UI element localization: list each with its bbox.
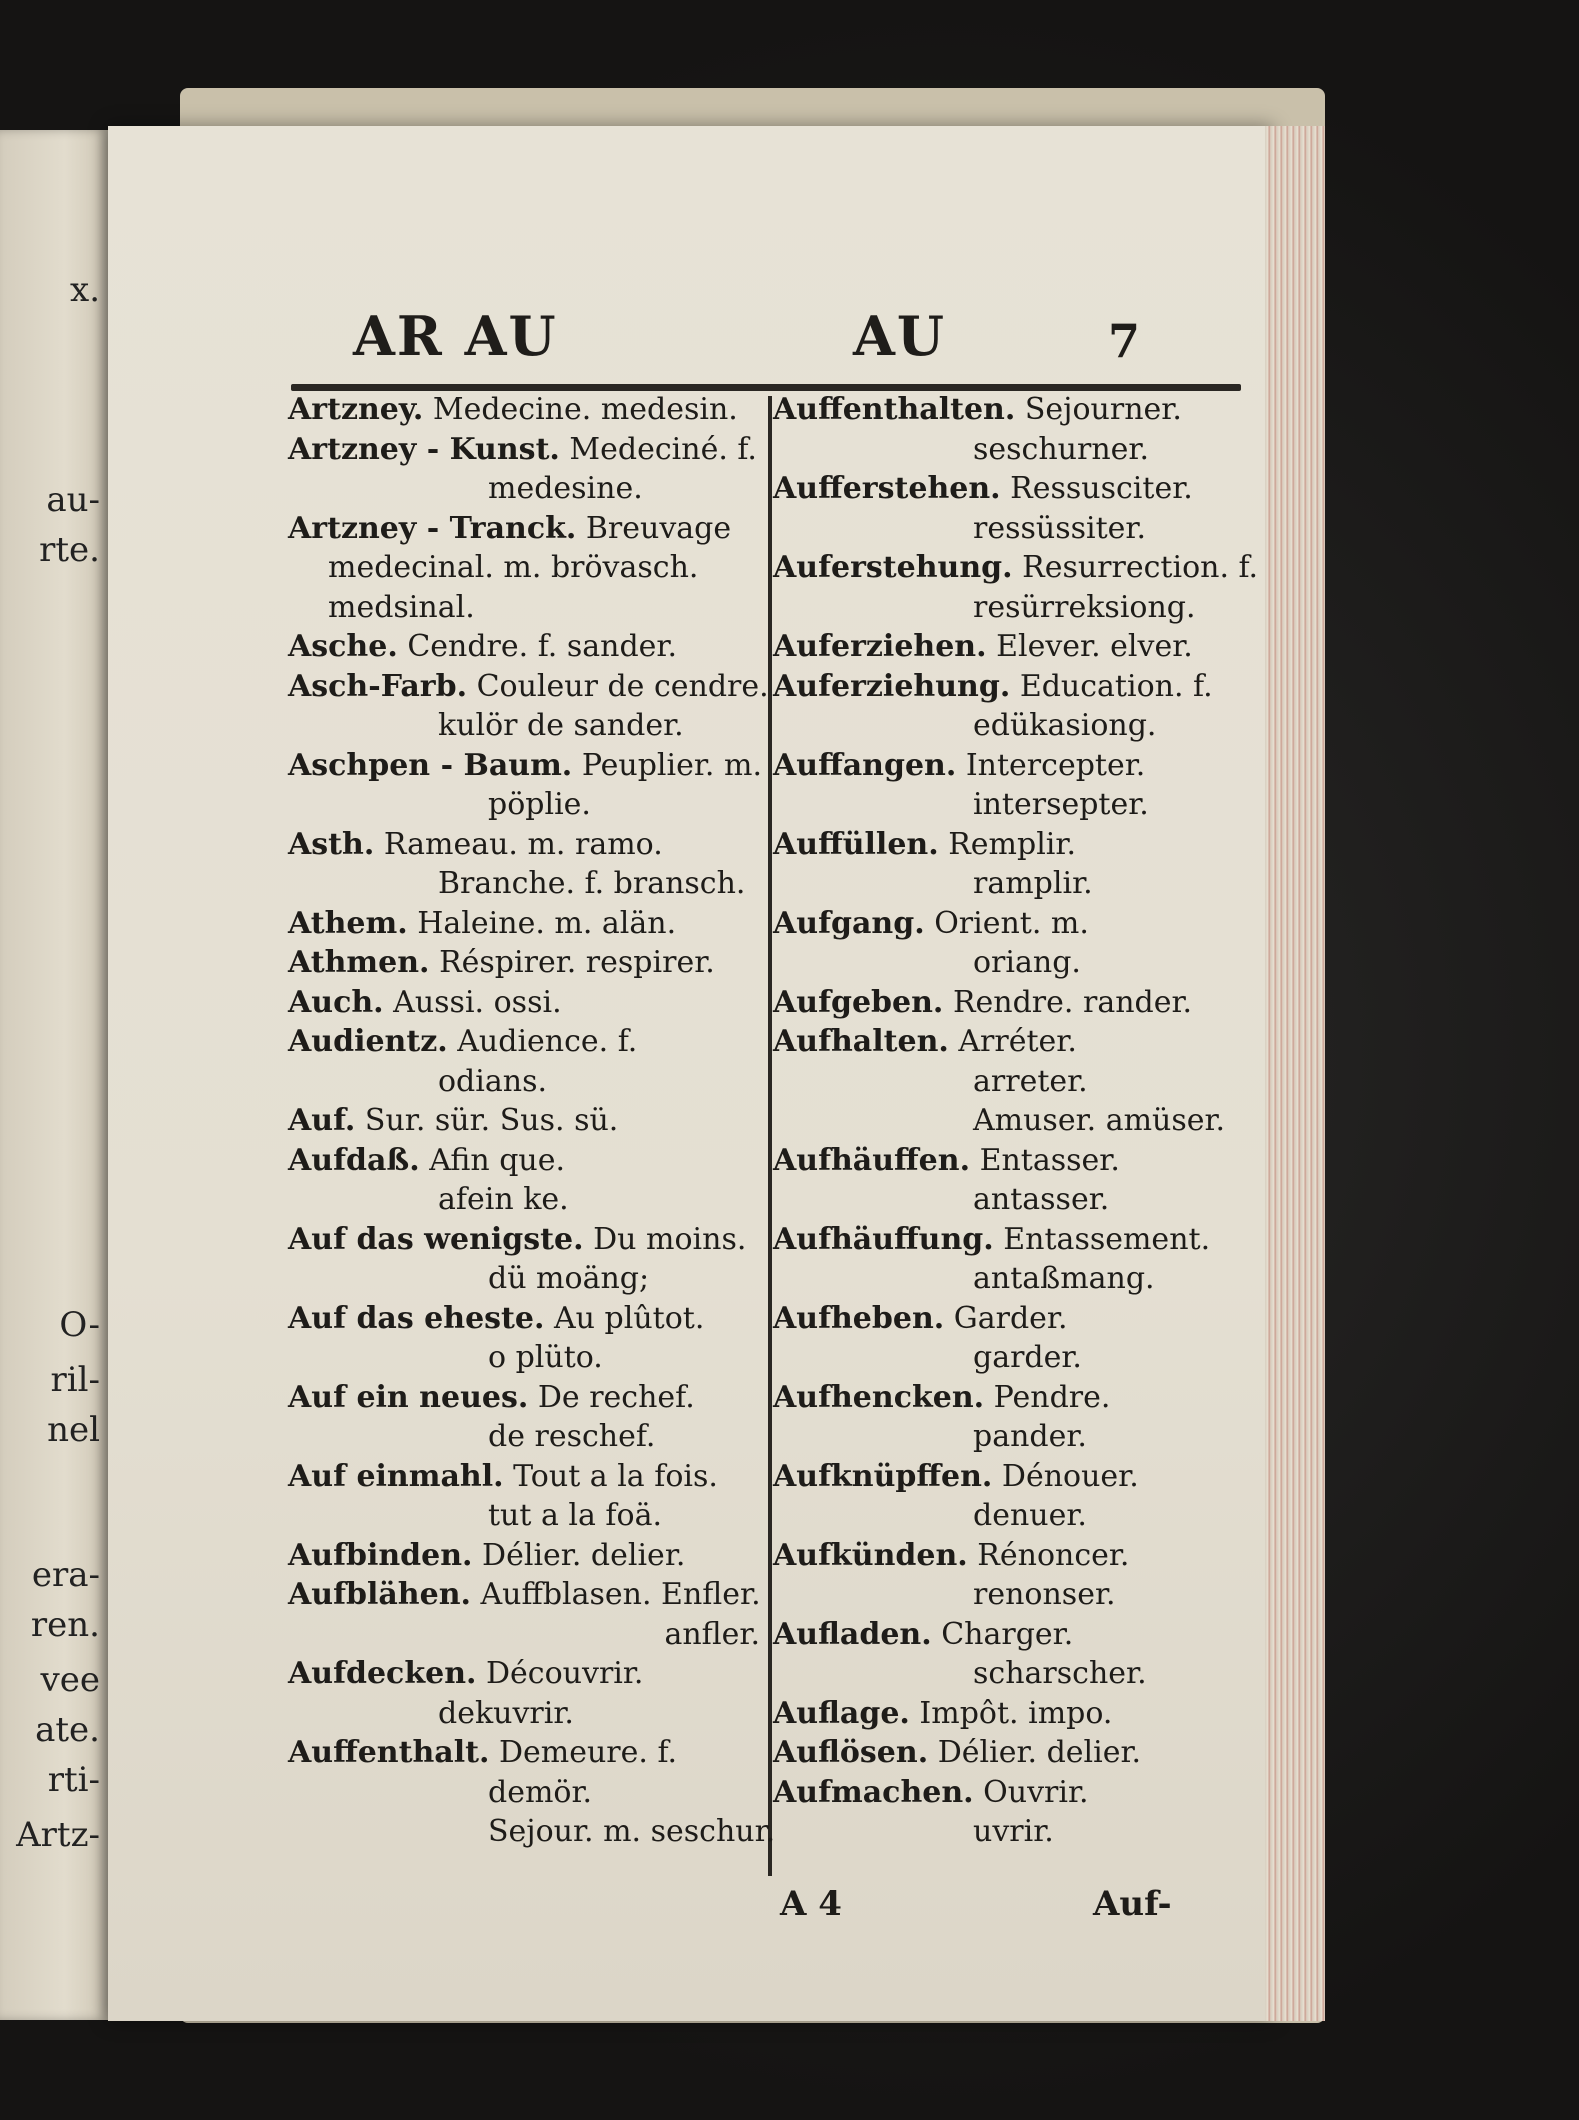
headword: Auf das eheste. [288, 1300, 545, 1336]
headword: Aufknüpffen. [773, 1458, 993, 1494]
headword: Auch. [288, 984, 384, 1020]
headword: Aufbinden. [288, 1537, 473, 1573]
headword: Auffangen. [773, 747, 957, 783]
translation: anfler. [664, 1616, 760, 1652]
translation: Cendre. f. sander. [407, 629, 677, 664]
entry-line [773, 983, 1273, 1023]
translation: Entassement. [1003, 1221, 1211, 1257]
dictionary-entry [773, 1457, 1273, 1536]
dictionary-entry [288, 1733, 776, 1852]
entry-line [288, 1733, 766, 1773]
translation: Rendre. rander. [952, 984, 1193, 1020]
headword: Aufgang. [773, 905, 925, 941]
entry-line [773, 1694, 1273, 1734]
dictionary-entry [288, 1022, 766, 1101]
dictionary-entry [288, 1378, 766, 1457]
entry-line [288, 1417, 766, 1457]
dictionary-entry [288, 1654, 766, 1733]
headword: Athmen. [288, 945, 430, 980]
entry-line [773, 1259, 1273, 1299]
entry-line [773, 1536, 1273, 1576]
entry-line [288, 1299, 766, 1339]
headword: Aschpen - Baum. [288, 747, 573, 783]
translation: edükasiong. [973, 708, 1157, 743]
translation: Couleur de cendre. [476, 668, 769, 704]
translation: medecinal. m. brövasch. [328, 550, 699, 585]
dictionary-entry [773, 1378, 1273, 1457]
headword: Auferstehung. [773, 550, 1013, 585]
left-page-fragment: x. [70, 270, 100, 310]
headword: Asch-Farb. [288, 668, 468, 704]
entry-line [288, 746, 766, 786]
left-page-fragment: O- [59, 1305, 100, 1345]
dictionary-entry [773, 627, 1273, 667]
translation: dekuvrir. [438, 1695, 574, 1731]
entry-line [773, 1062, 1273, 1102]
headword: Auf ein neues. [288, 1379, 529, 1415]
translation: Afin que. [429, 1142, 566, 1178]
entry-line [288, 548, 766, 588]
dictionary-entry [773, 1299, 1273, 1378]
signature-mark: A 4 [780, 1884, 842, 1924]
translation: Branche. f. bransch. [438, 866, 746, 901]
entry-line [288, 904, 766, 944]
entry-line [773, 1220, 1273, 1260]
translation: Sejourner. [1024, 392, 1182, 427]
entry-line [773, 864, 1273, 904]
left-page-fragment: era- [31, 1555, 100, 1595]
translation: Medeciné. f. [569, 431, 757, 467]
translation: renonser. [973, 1577, 1116, 1612]
translation: Pendre. [993, 1379, 1111, 1415]
headword: Auffenthalt. [288, 1735, 490, 1770]
entry-line [773, 667, 1273, 707]
translation: Rameau. m. ramo. [383, 826, 663, 862]
entry-line [288, 825, 766, 865]
translation: medesine. [488, 471, 643, 506]
translation: dü moäng; [488, 1261, 650, 1296]
headword: Asche. [288, 629, 398, 664]
entry-line [288, 1259, 766, 1299]
entry-line [773, 1496, 1273, 1536]
dictionary-entry [288, 1220, 766, 1299]
translation: Medecine. medesin. [432, 392, 738, 427]
entry-line [288, 1457, 766, 1497]
entry-line [288, 1378, 766, 1418]
entry-line [773, 1773, 1273, 1813]
translation: Amuser. amüser. [973, 1103, 1226, 1138]
entry-line [773, 1141, 1273, 1181]
entry-line [288, 785, 766, 825]
dictionary-entry [288, 983, 766, 1023]
dictionary-entry [288, 1141, 766, 1220]
dictionary-entry [288, 667, 769, 746]
translation: oriang. [973, 945, 1081, 980]
entry-line [288, 1220, 766, 1260]
entry-line [773, 1022, 1273, 1062]
entry-line [288, 1812, 776, 1852]
entry-line [288, 667, 769, 707]
translation: Intercepter. [965, 747, 1146, 783]
entry-line [288, 430, 766, 470]
entry-line [288, 1022, 766, 1062]
translation: Délier. delier. [937, 1735, 1142, 1770]
dictionary-entry [288, 746, 766, 825]
translation: Remplir. [948, 826, 1076, 862]
dictionary-entry [288, 509, 766, 628]
header-left: AR AU [353, 304, 558, 368]
headword: Auflösen. [773, 1735, 929, 1770]
headword: Aufblähen. [288, 1577, 471, 1612]
entry-line [773, 430, 1273, 470]
entry-line [773, 904, 1273, 944]
entry-line [288, 509, 766, 549]
dictionary-entry [288, 1536, 766, 1576]
headword: Auferziehung. [773, 668, 1011, 704]
headword: Aufhäuffung. [773, 1221, 994, 1257]
translation: uvrir. [973, 1814, 1054, 1849]
entry-line [773, 627, 1273, 667]
column-divider [768, 396, 772, 1876]
dictionary-entry [773, 1220, 1273, 1299]
translation: Du moins. [593, 1221, 747, 1257]
translation: intersepter. [973, 787, 1149, 822]
translation: Arréter. [958, 1024, 1077, 1059]
headword: Auffüllen. [773, 826, 939, 862]
translation: Orient. m. [934, 905, 1089, 941]
entry-line [773, 1299, 1273, 1339]
translation: tut a la foä. [488, 1498, 662, 1533]
translation: odians. [438, 1063, 547, 1099]
translation: pander. [973, 1419, 1087, 1454]
headword: Auf das wenigste. [288, 1221, 584, 1257]
translation: Ouvrir. [983, 1774, 1089, 1810]
entry-line [288, 983, 766, 1023]
headword: Athem. [288, 905, 408, 941]
page-fore-edge [1265, 126, 1325, 2021]
entry-line [773, 1417, 1273, 1457]
dictionary-entry [773, 667, 1273, 746]
translation: Peuplier. m. [581, 747, 762, 783]
translation: Education. f. [1019, 668, 1213, 704]
headword: Aufheben. [773, 1300, 945, 1336]
headword: Aufhalten. [773, 1024, 949, 1059]
dictionary-entry [288, 904, 766, 944]
translation: Garder. [953, 1300, 1068, 1336]
translation: kulör de sander. [438, 708, 684, 743]
headword: Aufdecken. [288, 1656, 477, 1691]
translation: Breuvage [585, 510, 732, 546]
headword: Aufgeben. [773, 984, 944, 1020]
dictionary-entry [288, 1457, 766, 1536]
entry-line [773, 1654, 1273, 1694]
translation: arreter. [973, 1063, 1088, 1099]
entry-line [773, 825, 1273, 865]
translation: seschurner. [973, 431, 1149, 467]
dictionary-entry [773, 469, 1273, 548]
left-page-fragment: Artz- [16, 1815, 100, 1855]
entry-line [773, 1378, 1273, 1418]
translation: Demeure. f. [498, 1735, 678, 1770]
entry-line [773, 1733, 1273, 1773]
entry-line [288, 1773, 766, 1813]
translation: Resurrection. f. [1022, 550, 1259, 585]
translation: Charger. [941, 1616, 1074, 1652]
entry-line [288, 1575, 766, 1615]
dictionary-entry [773, 746, 1273, 825]
headword: Aufladen. [773, 1616, 932, 1652]
entry-line [773, 1812, 1273, 1852]
dictionary-entry [773, 1773, 1273, 1852]
dictionary-entry [288, 825, 766, 904]
translation: ressüssiter. [973, 510, 1146, 546]
dictionary-entry [288, 943, 766, 983]
dictionary-entry [773, 1694, 1273, 1734]
headword: Artzney - Kunst. [288, 431, 560, 467]
translation: Impôt. impo. [919, 1695, 1113, 1731]
translation: Haleine. m. alän. [417, 905, 677, 941]
left-page-fragment: au- [46, 480, 100, 520]
entry-line [773, 1101, 1273, 1141]
translation: Délier. delier. [482, 1537, 686, 1573]
entry-line [773, 746, 1273, 786]
translation: Réspirer. respirer. [439, 945, 715, 980]
dictionary-entry [288, 1575, 766, 1654]
entry-line [773, 1457, 1273, 1497]
headword: Auffenthalten. [773, 392, 1016, 427]
dictionary-page [108, 126, 1273, 2021]
translation: resürreksiong. [973, 589, 1196, 625]
translation: Sur. sür. Sus. sü. [364, 1103, 619, 1138]
page-number: 7 [1108, 314, 1143, 368]
translation: de reschef. [488, 1419, 656, 1454]
entry-line [773, 1575, 1273, 1615]
translation: Elever. elver. [996, 629, 1193, 664]
left-page-fragment: vee [40, 1660, 100, 1700]
entry-line [288, 1615, 766, 1655]
catchword: Auf- [1093, 1884, 1172, 1924]
translation: scharscher. [973, 1656, 1147, 1691]
translation: afein ke. [438, 1182, 569, 1217]
headword: Auflage. [773, 1695, 910, 1731]
header-center: AU [853, 304, 946, 368]
entry-line [288, 1062, 766, 1102]
entry-line [288, 1180, 766, 1220]
dictionary-entry [773, 1733, 1273, 1773]
translation: Dénouer. [1001, 1458, 1139, 1494]
left-page-fragment: ril- [50, 1360, 100, 1400]
dictionary-entry [288, 1299, 766, 1378]
headword: Artzney. [288, 392, 424, 427]
left-page-fragment: ate. [35, 1710, 100, 1750]
entry-line [288, 627, 766, 667]
headword: Aufkünden. [773, 1537, 968, 1573]
dictionary-entry [288, 430, 766, 509]
translation: denuer. [973, 1498, 1087, 1533]
translation: medsinal. [328, 589, 475, 625]
headword: Artzney - Tranck. [288, 510, 577, 546]
dictionary-entry [288, 1101, 766, 1141]
entry-line [288, 1654, 766, 1694]
left-page-fragment: ren. [30, 1605, 100, 1645]
translation: pöplie. [488, 787, 591, 822]
headword: Aufmachen. [773, 1774, 974, 1810]
entry-line [288, 1536, 766, 1576]
entry-line [773, 785, 1273, 825]
headword: Aufferstehen. [773, 471, 1001, 506]
entry-line [773, 1180, 1273, 1220]
left-page-fragment: nel [47, 1410, 100, 1450]
translation: Audience. f. [457, 1024, 638, 1059]
entry-line [773, 1338, 1273, 1378]
dictionary-entry [288, 627, 766, 667]
translation: Au plûtot. [554, 1300, 705, 1336]
headword: Asth. [288, 826, 375, 862]
entry-line [773, 943, 1273, 983]
translation: Rénoncer. [977, 1537, 1130, 1573]
dictionary-entry [773, 1022, 1273, 1141]
dictionary-entry [773, 983, 1273, 1023]
dictionary-entry [773, 1141, 1273, 1220]
headword: Auf einmahl. [288, 1458, 504, 1494]
dictionary-entry [773, 390, 1273, 469]
translation: o plüto. [488, 1340, 603, 1375]
entry-line [773, 1615, 1273, 1655]
translation: demör. [488, 1774, 593, 1810]
entry-line [288, 943, 766, 983]
entry-line [773, 548, 1273, 588]
translation: garder. [973, 1340, 1082, 1375]
entry-line [773, 390, 1273, 430]
translation: Sejour. m. seschur. [488, 1814, 776, 1849]
headword: Audientz. [288, 1024, 448, 1059]
entry-line [288, 1141, 766, 1181]
headword: Aufhencken. [773, 1379, 985, 1415]
translation: Auffblasen. Enfler. [480, 1577, 761, 1612]
dictionary-entry [773, 1615, 1273, 1694]
dictionary-entry [773, 904, 1273, 983]
translation: antasser. [973, 1182, 1110, 1217]
translation: ramplir. [973, 866, 1093, 901]
entry-line [288, 706, 766, 746]
entry-line [288, 864, 766, 904]
dictionary-entry [773, 548, 1273, 627]
dictionary-entry [288, 390, 766, 430]
entry-line [288, 469, 766, 509]
headword: Auf. [288, 1103, 356, 1138]
entry-line [773, 706, 1273, 746]
translation: Entasser. [979, 1142, 1120, 1178]
entry-line [288, 1496, 766, 1536]
translation: Tout a la fois. [513, 1458, 718, 1494]
translation: antaßmang. [973, 1261, 1155, 1296]
headword: Aufdaß. [288, 1142, 420, 1178]
left-page-fragment: rte. [39, 530, 100, 570]
left-page-edge [0, 130, 108, 2020]
translation: Aussi. ossi. [393, 984, 562, 1020]
entry-line [288, 1694, 766, 1734]
entry-line [288, 390, 766, 430]
entry-line [773, 509, 1273, 549]
headword: Aufhäuffen. [773, 1142, 971, 1178]
translation: Ressusciter. [1010, 471, 1193, 506]
entry-line [773, 588, 1273, 628]
translation: Découvrir. [486, 1656, 644, 1691]
headword: Auferziehen. [773, 629, 987, 664]
entry-line [288, 588, 766, 628]
left-column [288, 390, 776, 1852]
dictionary-entry [773, 1536, 1273, 1615]
entry-line [288, 1101, 766, 1141]
right-column [773, 390, 1273, 1852]
entry-line [773, 469, 1273, 509]
dictionary-entry [773, 825, 1273, 904]
translation: De rechef. [537, 1379, 695, 1415]
left-page-fragment: rti- [47, 1760, 100, 1800]
entry-line [288, 1338, 766, 1378]
